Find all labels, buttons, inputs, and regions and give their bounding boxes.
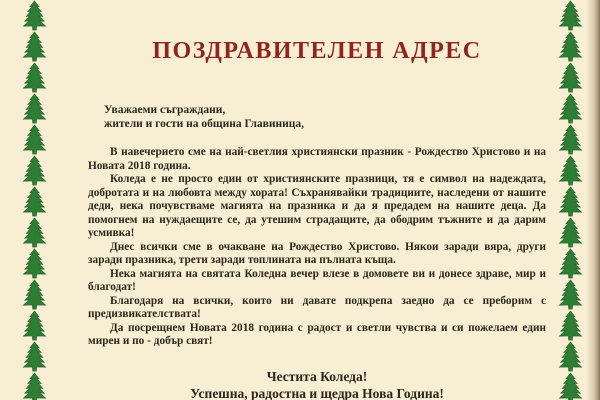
christmas-tree-icon	[555, 279, 586, 310]
christmas-tree-icon	[555, 310, 586, 341]
christmas-tree-icon	[19, 93, 50, 124]
tree-border-left	[17, 0, 51, 400]
christmas-tree-icon	[19, 186, 50, 217]
christmas-tree-icon	[555, 186, 586, 217]
christmas-tree-icon	[555, 217, 586, 248]
closing-line-2: Успешна, радостна и щедра Нова Година!	[190, 385, 444, 400]
christmas-tree-icon	[19, 0, 50, 31]
christmas-tree-icon	[555, 341, 586, 372]
christmas-tree-icon	[19, 310, 50, 341]
christmas-tree-icon	[555, 62, 586, 93]
christmas-tree-icon	[555, 124, 586, 155]
paragraph: Благодаря на всички, които ни давате подкрепа заедно да се преборим с предизвикателствата!	[88, 294, 546, 320]
paragraph: Коледа е не просто един от християнските празници, тя е символ на надеждата, добротата и на любовта между хората! Съхранявайки традициите, наследени от нашите деди, нека почувстваме магията на празника и да я предадем на нашите деца. Да помогнем на нуждаещите се, да утешим страдащите, да ободрим тъжните и да дарим усмивка!	[88, 173, 546, 239]
christmas-tree-icon	[19, 372, 50, 400]
christmas-tree-icon	[555, 0, 586, 31]
christmas-tree-icon	[19, 217, 50, 248]
salutation-line-1: Уважаеми съграждани,	[104, 104, 226, 116]
paragraph: В навечерието сме на най-светлия християнски празник - Рождество Христово и на Новата 2018 година.	[88, 146, 546, 172]
paragraph: Днес всички сме в очакване на Рождество Христово. Някои заради вяра, други заради празника, трети заради топлината на пълната къща.	[88, 240, 546, 266]
closing-greeting	[88, 368, 546, 400]
christmas-tree-icon	[19, 279, 50, 310]
tree-border-right	[553, 0, 587, 400]
salutation	[104, 103, 546, 131]
christmas-tree-icon	[555, 93, 586, 124]
closing-line-1: Честита Коледа!	[266, 368, 368, 384]
christmas-tree-icon	[555, 248, 586, 279]
body-paragraphs	[88, 146, 546, 349]
page-title: ПОЗДРАВИТЕЛЕН АДРЕС	[152, 38, 482, 64]
christmas-tree-icon	[19, 62, 50, 93]
paragraph: Да посрещнем Новата 2018 година с радост и светли чувства и си пожелаем един мирен и по - добър свят!	[88, 321, 546, 347]
christmas-tree-icon	[555, 372, 586, 400]
christmas-tree-icon	[555, 155, 586, 186]
christmas-tree-icon	[19, 341, 50, 372]
salutation-line-2: жители и гости на община Главиница,	[104, 118, 305, 130]
christmas-tree-icon	[19, 124, 50, 155]
paragraph: Нека магията на святата Коледна вечер влезе в домовете ви и донесе здраве, мир и благодат!	[88, 267, 546, 293]
scanned-page-edge-shadow	[586, 0, 600, 400]
christmas-tree-icon	[19, 155, 50, 186]
christmas-tree-icon	[19, 31, 50, 62]
christmas-tree-icon	[19, 248, 50, 279]
letter-content	[88, 0, 546, 400]
christmas-tree-icon	[555, 31, 586, 62]
